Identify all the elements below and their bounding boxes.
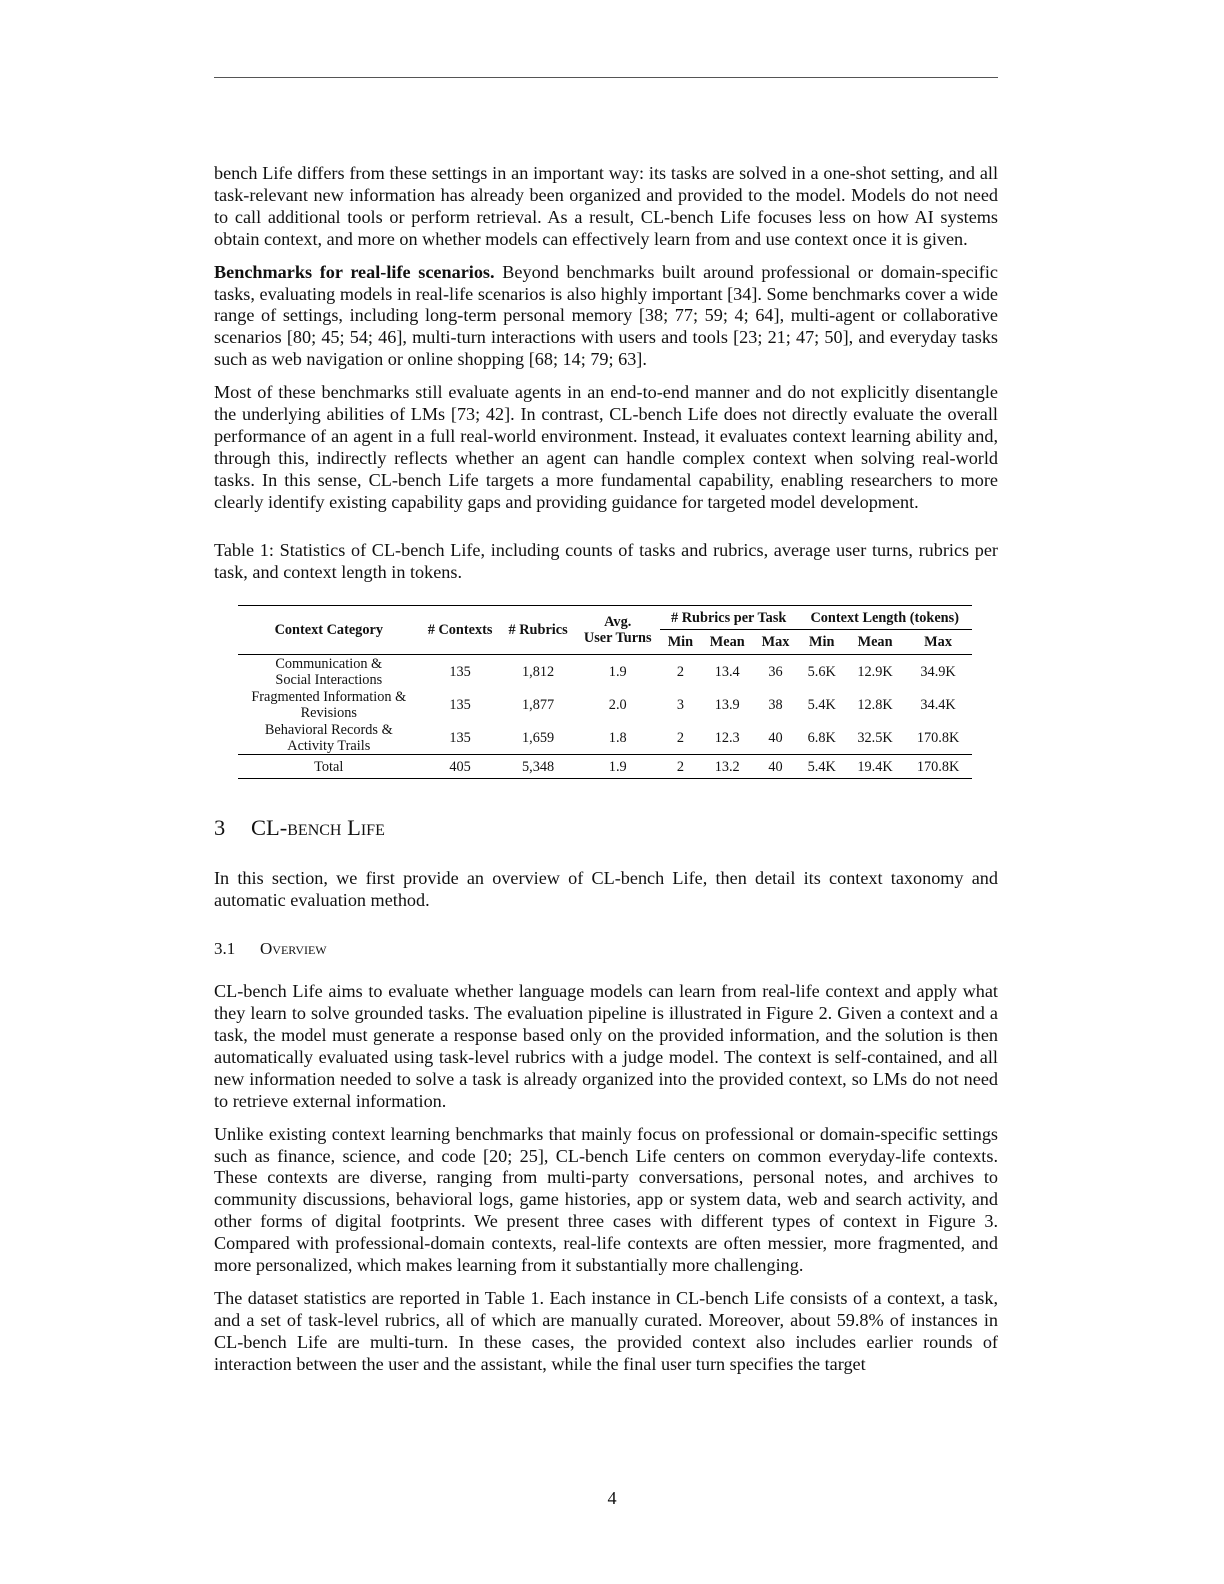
benchmarks-text: Beyond benchmarks built around professional or domain-specific tasks, evaluating models in real-life scenarios is also highly important [34]. Some benchmarks cover a wide range of settings, including long-term personal memory [38; 77; 59; 4; 64], multi-agent or collaborative scenarios [80; 45; 54; 46], multi-turn interactions with users and tools [23; 21; 47; 50], and everyday tasks such as web navigation or online shopping [68; 14; 79; 63]. [214,261,998,370]
section-3-intro: In this section, we first provide an overview of CL-bench Life, then detail its context taxonomy and automatic evaluation method. [214,868,998,911]
rubrics-mean-cell: 13.4 [714,663,740,680]
contexts-cell: 135 [449,729,471,746]
table-caption: Table 1: Statistics of CL-bench Life, including counts of tasks and rubrics, average user turns, rubrics per task, and context length in tokens. [214,539,998,582]
table-row [238,721,972,755]
rubrics-cell: 1,812 [522,663,555,680]
header-rubrics-max: Max [761,634,790,651]
rubrics-min-cell: 3 [676,696,684,713]
turns-cell: 2.0 [608,696,627,713]
page-body [214,163,998,1376]
length-min-cell: 5.4K [807,758,836,775]
overview-paragraph-2: Unlike existing context learning benchmarks that mainly focus on professional or domain-specific settings such as finance, science, and code [20; 25], CL-bench Life centers on common everyday-life contexts. These contexts are diverse, ranging from multi-party conversations, personal notes, and archives to community discussions, behavioral logs, game histories, app or system data, web and search activity, and other forms of digital footprints. We present three cases with different types of context in Figure 3. Compared with professional-domain contexts, real-life contexts are often messier, more fragmented, and more personalized, which makes learning from it substantially more challenging. [214,1123,998,1276]
length-min-cell: 5.4K [807,696,836,713]
header-rubrics-mean: Mean [709,634,745,651]
rubrics-min-cell: 2 [676,663,684,680]
rubrics-min-cell: 2 [676,758,684,775]
rubrics-max-cell: 36 [768,663,783,680]
rubrics-mean-cell: 13.2 [714,758,740,775]
length-mean-cell: 32.5K [857,729,893,746]
length-max-cell: 34.4K [920,696,956,713]
header-context-length: Context Length (tokens) [797,606,972,630]
table-total-row [238,755,972,779]
end-to-end-paragraph: Most of these benchmarks still evaluate agents in an end-to-end manner and do not explicitly disentangle the underlying abilities of LMs [73; 42]. In contrast, CL-bench Life does not directly evaluate the overall performance of an agent in a full real-world environment. Instead, it evaluates context learning ability and, through this, indirectly reflects whether an agent can handle complex context when solving real-world tasks. In this sense, CL-bench Life targets a more fundamental capability, enabling researchers to more clearly identify existing capability gaps and providing guidance for targeted model development. [214,382,998,512]
header-contexts: # Contexts [427,622,493,639]
length-min-cell: 6.8K [807,729,836,746]
intro-paragraph: bench Life differs from these settings in an important way: its tasks are solved in a one-shot setting, and all task-relevant new information has already been organized and provided to the model. Models do not need to call additional tools or perform retrieval. As a result, CL-bench Life focuses less on how AI systems obtain context, and more on whether models can effectively learn from and use context once it is given. [214,163,998,249]
rubrics-cell: 1,659 [522,729,555,746]
category-cell: Fragmented Information & Revisions [251,688,407,721]
section-3-number: 3 [214,815,226,841]
length-max-cell: 170.8K [916,729,960,746]
length-max-cell: 34.9K [920,663,956,680]
rubrics-cell: 5,348 [522,758,555,775]
turns-cell: 1.9 [608,663,627,680]
benchmarks-heading: Benchmarks for real-life scenarios. [214,261,495,282]
contexts-cell: 405 [449,758,471,775]
contexts-cell: 135 [449,696,471,713]
overview-paragraph-3: The dataset statistics are reported in Table 1. Each instance in CL-bench Life consists of a context, a task, and a set of task-level rubrics, all of which are manually curated. Moreover, about 59.8% of instances in CL-bench Life are multi-turn. In these cases, the provided context also includes earlier rounds of interaction between the user and the assistant, while the final user turn specifies the target [214,1288,998,1374]
section-3-title: CL-bench Life [251,815,385,841]
rubrics-max-cell: 40 [768,729,783,746]
header-length-max: Max [924,634,952,651]
rubrics-mean-cell: 13.9 [714,696,740,713]
total-label-cell: Total [314,758,344,775]
benchmarks-paragraph [214,262,998,372]
header-rule [214,77,998,78]
header-rubrics-per-task: # Rubrics per Task [660,606,798,630]
section-3-1-number: 3.1 [214,939,236,959]
header-context-category: Context Category [274,622,383,639]
rubrics-mean-cell: 12.3 [714,729,740,746]
rubrics-cell: 1,877 [522,696,555,713]
header-rubrics-min: Min [667,634,694,651]
length-min-cell: 5.6K [807,663,836,680]
table-row [238,655,972,689]
contexts-cell: 135 [449,663,471,680]
table-header-row [238,606,972,630]
header-avg-user-turns: Avg. User Turns [583,614,652,647]
category-cell: Behavioral Records & Activity Trails [264,721,393,754]
section-3-1-heading [214,938,998,960]
turns-cell: 1.8 [608,729,627,746]
rubrics-max-cell: 40 [768,758,783,775]
turns-cell: 1.9 [608,758,627,775]
table-row [238,688,972,721]
header-length-mean: Mean [857,634,893,651]
length-max-cell: 170.8K [916,758,960,775]
length-mean-cell: 12.9K [857,663,893,680]
overview-paragraph-1: CL-bench Life aims to evaluate whether language models can learn from real-life context and apply what they learn to solve grounded tasks. The evaluation pipeline is illustrated in Figure 2. Given a context and a task, the model must generate a response based only on the provided information, and the solution is then automatically evaluated using task-level rubrics with a judge model. The context is self-contained, and all new information needed to solve a task is already organized into the provided context, so LMs do not need to retrieve external information. [214,981,998,1111]
page-number: 4 [607,1488,617,1508]
length-mean-cell: 12.8K [857,696,893,713]
rubrics-max-cell: 38 [768,696,783,713]
rubrics-min-cell: 2 [676,729,684,746]
header-length-min: Min [808,634,835,651]
category-cell: Communication & Social Interactions [275,655,383,688]
length-mean-cell: 19.4K [857,758,893,775]
statistics-table [238,605,972,779]
section-3-heading [214,815,998,841]
header-rubrics: # Rubrics [508,622,568,639]
section-3-1-title: Overview [260,939,327,959]
